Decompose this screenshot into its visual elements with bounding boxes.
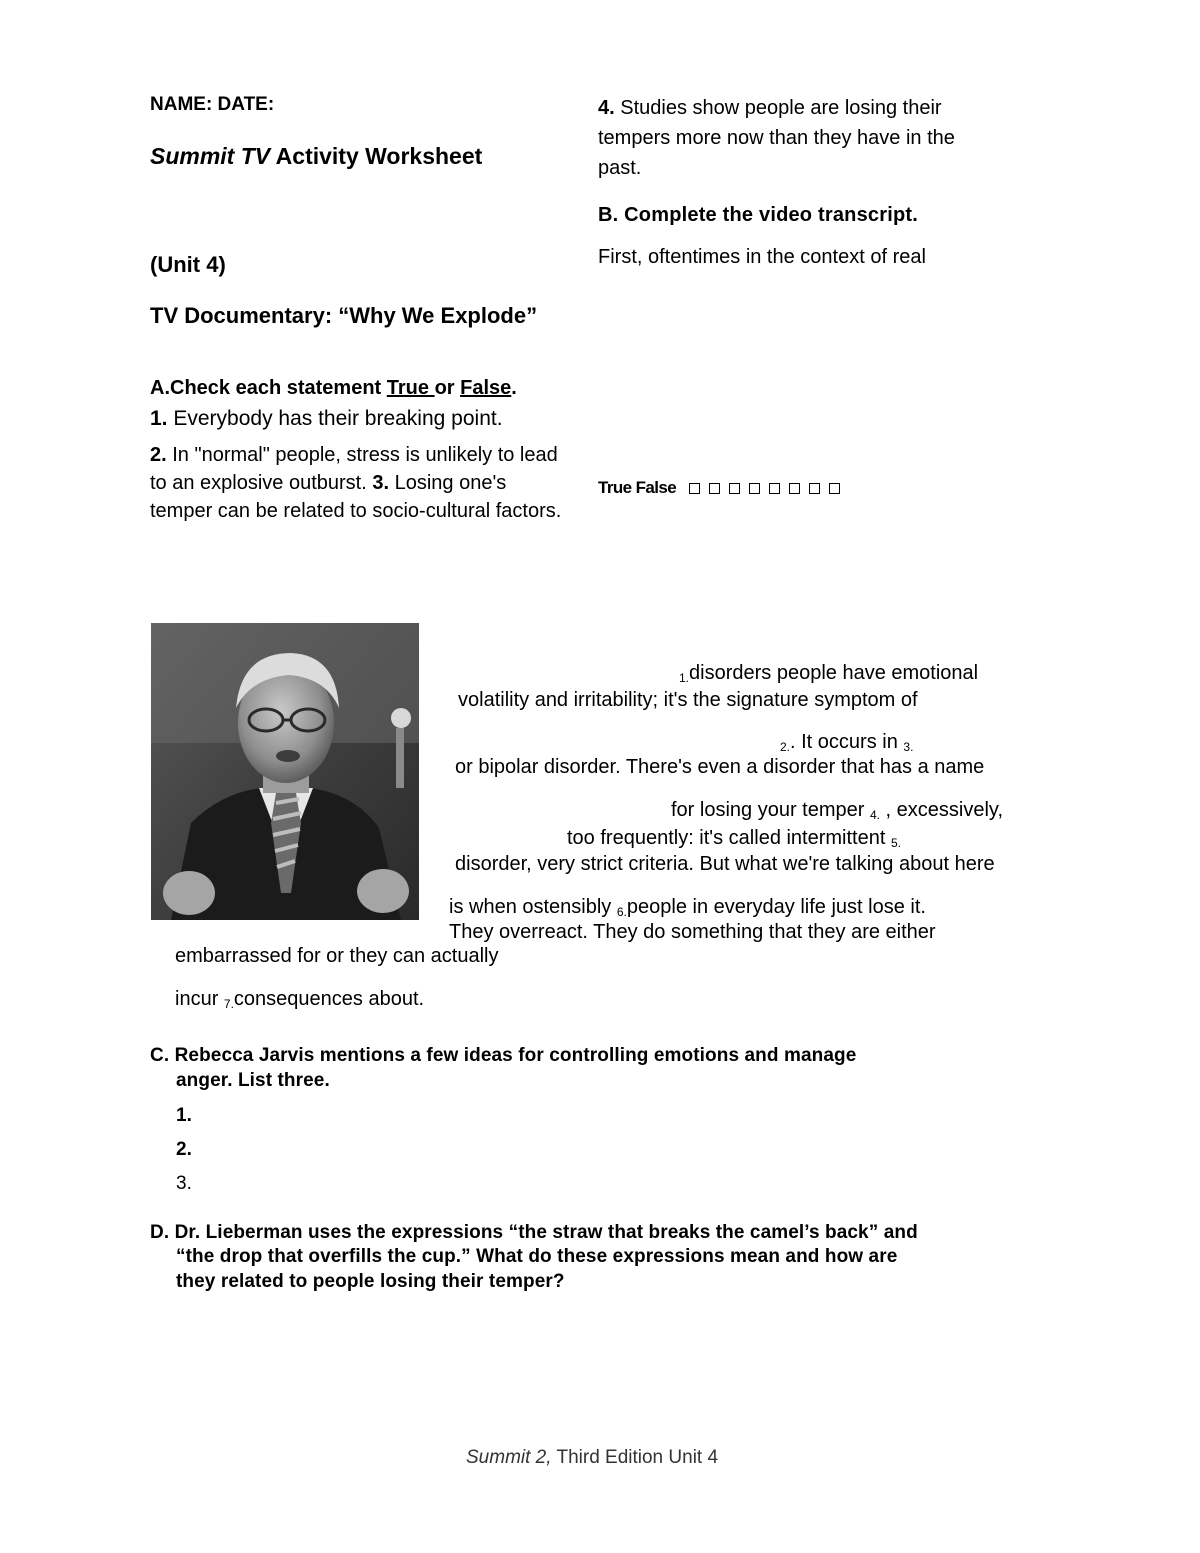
transcript-line-6-text: for losing your temper	[671, 799, 870, 821]
statement-4-block	[598, 93, 1038, 183]
section-a-prefix: A.	[150, 377, 170, 399]
transcript-line-5: or bipolar disorder. There's even a disorder that has a name	[455, 756, 985, 778]
blank-number-7: 7.	[223, 997, 234, 1011]
section-c-line-2: anger. List three.	[176, 1070, 330, 1091]
transcript-line-12-tail: consequences about.	[233, 988, 425, 1010]
speaker-photo	[151, 623, 419, 920]
checkbox-8[interactable]	[829, 483, 840, 494]
documentary-title: TV Documentary: “Why We Explode”	[150, 303, 538, 328]
statement-2-line2: to an explosive outburst.	[150, 472, 373, 494]
transcript-line-8: disorder, very strict criteria. But what we're talking about here	[455, 853, 995, 875]
speaker-photo-image	[151, 623, 419, 920]
statement-3-line	[150, 469, 600, 497]
transcript-line-6-tail: , excessively,	[880, 799, 1003, 821]
blank-number-3: 3.	[903, 740, 914, 754]
transcript-line-11: embarrassed for or they can actually	[175, 945, 499, 967]
checkbox-group	[680, 478, 840, 497]
transcript-line-3: volatility and irritability; it's the signature symptom of	[458, 689, 918, 711]
checkbox-5[interactable]	[769, 483, 780, 494]
heading-period: .	[511, 377, 517, 399]
worksheet-title-rest: Activity Worksheet	[270, 143, 483, 169]
blank-number-6: 6.	[616, 905, 627, 919]
statement-2-line	[150, 441, 600, 469]
checkbox-4[interactable]	[749, 483, 760, 494]
transcript-line-9-tail: people in everyday life just lose it.	[626, 896, 926, 918]
section-c-item-1: 1.	[176, 1105, 193, 1126]
transcript-line-4-text: . It occurs in	[790, 731, 904, 753]
footer-italic: Summit 2,	[466, 1447, 552, 1468]
blank-number-5: 5.	[890, 836, 901, 850]
unit-label: (Unit 4)	[150, 252, 226, 277]
statement-2-3-block	[150, 441, 600, 525]
transcript-line-1: First, oftentimes in the context of real	[598, 246, 926, 268]
section-c-item-3: 3.	[176, 1173, 193, 1194]
statement-1	[150, 407, 503, 431]
true-false-label: True False	[598, 478, 677, 497]
statement-4-line3: past.	[598, 157, 642, 179]
checkbox-2[interactable]	[709, 483, 720, 494]
checkbox-1[interactable]	[689, 483, 700, 494]
section-c-item-2: 2.	[176, 1139, 193, 1160]
section-d-line-2: “the drop that overfills the cup.” What do these expressions mean and how are	[176, 1246, 898, 1267]
checkbox-7[interactable]	[809, 483, 820, 494]
false-word: False	[460, 377, 512, 399]
statement-2-num: 2.	[150, 444, 167, 466]
blank-number-4: 4.	[869, 808, 880, 822]
statement-3-text: Losing one's	[389, 472, 507, 494]
page-footer	[466, 1447, 718, 1469]
blank-number-1: 1.	[679, 671, 690, 685]
section-c-line-1: C. Rebecca Jarvis mentions a few ideas for controlling emotions and manage	[150, 1045, 857, 1066]
blank-number-2: 2.	[780, 740, 791, 754]
section-d-line-3: they related to people losing their temper?	[176, 1271, 565, 1292]
checkbox-3[interactable]	[729, 483, 740, 494]
worksheet-title-italic: Summit TV	[150, 143, 271, 169]
transcript-line-12	[175, 985, 424, 1018]
section-a-heading-text: Check each statement	[170, 377, 387, 399]
statement-3-num: 3.	[372, 472, 390, 494]
statement-2-text: In "normal" people, stress is unlikely to lead	[166, 444, 558, 466]
or-word: or	[434, 377, 461, 399]
transcript-line-2-text: disorders people have emotional	[689, 662, 979, 684]
worksheet-title	[150, 143, 482, 170]
transcript-line-12-text: incur	[175, 988, 224, 1010]
name-date-label: NAME: DATE:	[150, 94, 275, 115]
statement-4-num: 4.	[598, 97, 615, 119]
footer-rest: Third Edition Unit 4	[551, 1447, 719, 1468]
statement-4-line2: tempers more now than they have in the	[598, 127, 955, 149]
statement-4-text: Studies show people are losing their	[614, 97, 942, 119]
statement-3-line2: temper can be related to socio-cultural factors.	[150, 500, 562, 522]
true-false-row	[598, 478, 840, 498]
true-word: True	[386, 377, 435, 399]
transcript-line-7-text: too frequently: it's called intermittent	[567, 827, 891, 849]
statement-1-text: Everybody has their breaking point.	[167, 407, 503, 430]
section-d-line-1: D. Dr. Lieberman uses the expressions “the straw that breaks the camel’s back” and	[150, 1222, 918, 1243]
section-b-heading: B. Complete the video transcript.	[598, 204, 918, 226]
statement-1-num: 1.	[150, 407, 168, 430]
checkbox-6[interactable]	[789, 483, 800, 494]
transcript-line-10: They overreact. They do something that they are either	[449, 921, 936, 943]
statement-4-line1	[598, 93, 1038, 123]
transcript-line-9-text: is when ostensibly	[449, 896, 617, 918]
section-a-heading	[150, 377, 517, 400]
